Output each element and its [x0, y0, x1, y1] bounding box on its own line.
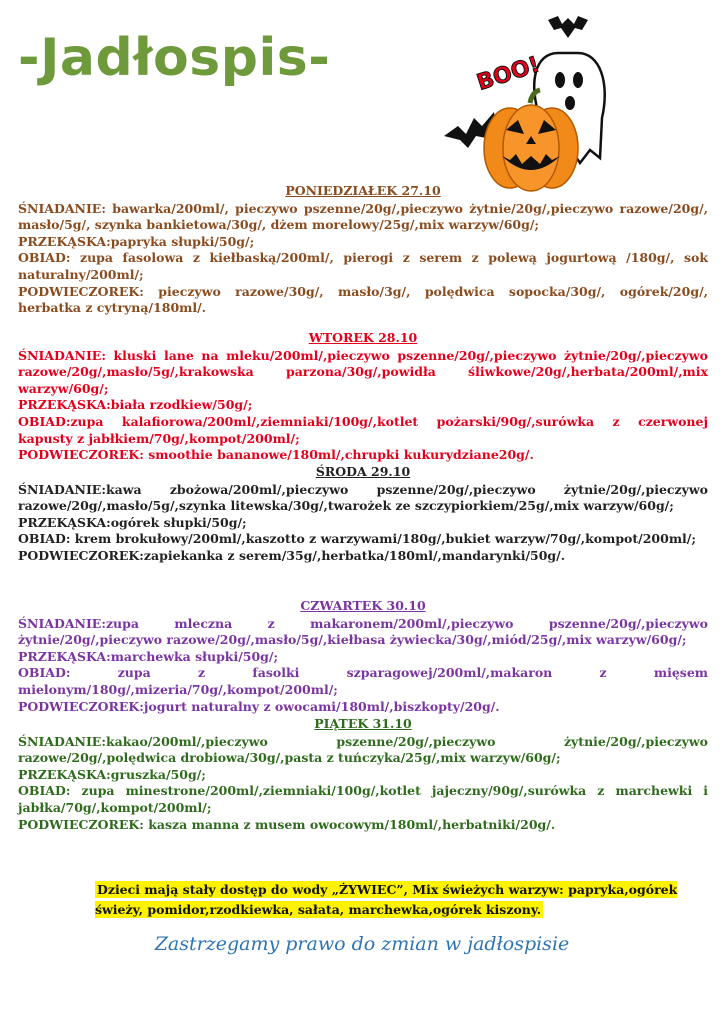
day-heading: PONIEDZIAŁEK 27.10: [285, 183, 441, 198]
water-note-text: Dzieci mają stały dostęp do wody „ŻYWIEC”, Mix świeżych warzyw: papryka,ogórek świeży, pomidor,rzodkiewka, sałata, marchewka,ogórek kiszony.: [95, 882, 678, 917]
afternoon-snack-line: PODWIECZOREK: kasza manna z musem owocowym/180ml/,herbatniki/20g/.: [18, 816, 556, 832]
afternoon-snack-line: PODWIECZOREK: pieczywo razowe/30g/, masło/3g/, polędwica sopocka/30g/, ogórek/20g/, herbatka z cytryną/180ml/.: [18, 283, 708, 316]
lunch-line: OBIAD: krem brokułowy/200ml/,kaszotto z warzywami/180g/,bukiet warzyw/70g/,kompot/200ml/;: [18, 531, 696, 547]
water-note: [95, 880, 715, 920]
afternoon-snack-line: PODWIECZOREK:jogurt naturalny z owocami/180ml/,biszkopty/20g/.: [18, 698, 500, 714]
breakfast-line: ŚNIADANIE: kluski lane na mleku/200ml/,pieczywo pszenne/20g/,pieczywo żytnie/20g/,pieczywo razowe/20g/,masło/5g/,krakowska parzona/30g/,powidła śliwkowe/20g/,herbata/200ml/,mix warzyw/60g/;: [18, 347, 708, 396]
day-section-friday: [18, 716, 708, 833]
snack-line: PRZEKĄSKA:biała rzodkiew/50g/;: [18, 397, 253, 413]
day-section-tuesday: [18, 330, 708, 464]
day-section-thursday: [18, 598, 708, 715]
halloween-decoration: [440, 8, 610, 193]
day-section-wednesday: [18, 464, 708, 565]
bat-icon: [548, 16, 588, 38]
breakfast-line: ŚNIADANIE:kakao/200ml/,pieczywo pszenne/20g/,pieczywo żytnie/20g/,pieczywo razowe/20g/,polędwica drobiowa/30g/,pasta z tuńczyka/25g/,mix warzyw/60g/;: [18, 733, 708, 766]
snack-line: PRZEKĄSKA:ogórek słupki/50g/;: [18, 514, 247, 530]
breakfast-line: ŚNIADANIE:kawa zbożowa/200ml/,pieczywo pszenne/20g/,pieczywo żytnie/20g/,pieczywo razowe/20g/,masło/5g/,szynka litewska/30g/,twarożek ze szczypiorkiem/25g/,mix warzyw/60g/;: [18, 481, 708, 514]
snack-line: PRZEKĄSKA:gruszka/50g/;: [18, 766, 206, 782]
lunch-line: OBIAD: zupa minestrone/200ml/,ziemniaki/100g/,kotlet jajeczny/90g/,surówka z marchewki i jabłka/70g/,kompot/200ml/;: [18, 783, 708, 815]
reservation-note: Zastrzegamy prawo do zmian w jadłospisie: [154, 933, 570, 955]
afternoon-snack-line: PODWIECZOREK: smoothie bananowe/180ml/,chrupki kukurydziane20g/.: [18, 447, 534, 463]
snack-line: PRZEKĄSKA:marchewka słupki/50g/;: [18, 648, 279, 664]
day-heading: PIĄTEK 31.10: [314, 716, 412, 731]
lunch-line: OBIAD:zupa kalafiorowa/200ml/,ziemniaki/100g/,kotlet pożarski/90g/,surówka z czerwonej kapusty z jabłkiem/70g/,kompot/200ml/;: [18, 413, 708, 446]
day-section-monday: [18, 183, 708, 317]
snack-line: PRZEKĄSKA:papryka słupki/50g/;: [18, 233, 255, 249]
lunch-line: OBIAD: zupa z fasolki szparagowej/200ml/,makaron z mięsem mielonym/180g/,mizeria/70g/,kompot/200ml/;: [18, 665, 708, 697]
boo-text: BOO!: [474, 52, 543, 97]
page-title: -Jadłospis-: [18, 28, 331, 88]
breakfast-line: ŚNIADANIE:zupa mleczna z makaronem/200ml/,pieczywo pszenne/20g/,pieczywo żytnie/20g/,pieczywo razowe/20g/,masło/5g/,kiełbasa żywiecka/30g/,miód/25g/,mix warzyw/60g/;: [18, 615, 708, 648]
breakfast-line: ŚNIADANIE: bawarka/200ml/, pieczywo pszenne/20g/,pieczywo żytnie/20g/,pieczywo razowe/20g/, masło/5g/, szynka bankietowa/30g/, dżem morelowy/25g/,mix warzyw/60g/;: [18, 200, 708, 233]
afternoon-snack-line: PODWIECZOREK:zapiekanka z serem/35g/,herbatka/180ml/,mandarynki/50g/.: [18, 547, 566, 563]
lunch-line: OBIAD: zupa fasolowa z kiełbaską/200ml/, pierogi z serem z polewą jogurtową /180g/, sok naturalny/200ml/;: [18, 250, 708, 282]
day-heading: WTOREK 28.10: [308, 330, 418, 345]
day-heading: ŚRODA 29.10: [315, 464, 411, 479]
day-heading: CZWARTEK 30.10: [300, 598, 426, 613]
